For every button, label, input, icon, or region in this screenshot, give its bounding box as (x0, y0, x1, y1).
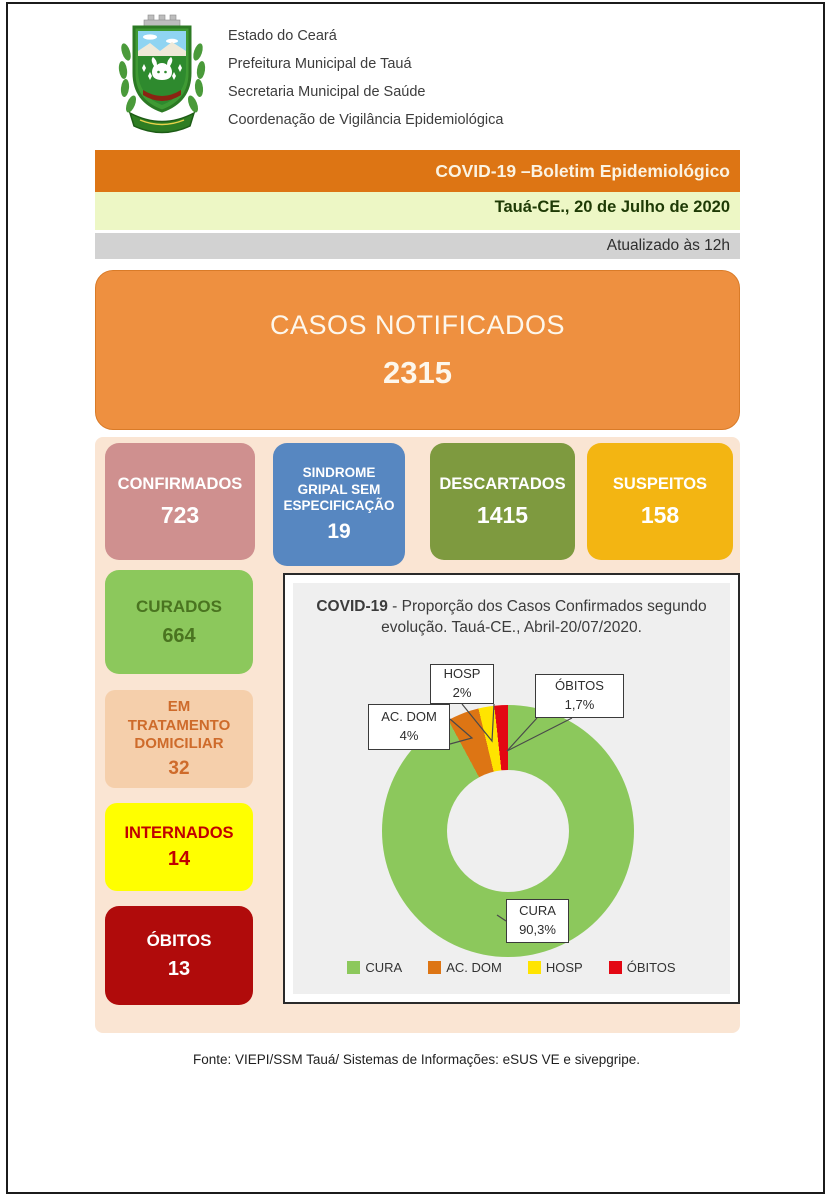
chart-title (313, 597, 710, 639)
card-internados (105, 803, 253, 891)
card-curados-label: CURADOS (136, 597, 222, 617)
org-line-state: Estado do Ceará (228, 28, 337, 44)
card-internados-value: 14 (167, 847, 191, 870)
org-line-prefeitura: Prefeitura Municipal de Tauá (228, 56, 412, 72)
legend-label-obitos: ÓBITOS (626, 960, 676, 975)
notified-cases-box (95, 270, 740, 430)
card-suspeitos-label: SUSPEITOS (612, 475, 708, 494)
org-header (228, 22, 503, 134)
card-curados (105, 570, 253, 674)
callout-hosp-value: 2% (452, 685, 472, 700)
evolution-chart-box (283, 573, 740, 1004)
card-obitos-value: 13 (167, 958, 191, 981)
callout-ac-dom-label: AC. DOM (381, 709, 437, 725)
callout-hosp (430, 664, 494, 704)
callout-obitos-label: ÓBITOS (555, 678, 604, 694)
card-sindrome-gripal-label: SINDROME GRIPAL SEM ESPECIFICAÇÃO (283, 464, 395, 514)
legend-swatch-hosp (528, 961, 541, 974)
card-obitos (105, 906, 253, 1005)
chart-title-rest: - Proporção dos Casos Confirmados segundo evolução. Tauá-CE., Abril-20/07/2020. (381, 598, 707, 636)
card-em-tratamento-domiciliar-value: 32 (168, 758, 190, 780)
donut-hole (447, 770, 569, 892)
crest-icon (110, 14, 214, 136)
callout-ac-dom (368, 704, 450, 750)
notified-cases-label: CASOS NOTIFICADOS (269, 309, 566, 340)
notified-cases-value: 2315 (383, 354, 452, 390)
footer-source: Fonte: VIEPI/SSM Tauá/ Sistemas de Informações: eSUS VE e sivepgripe. (193, 1052, 640, 1067)
callout-cura-value: 90,3% (519, 922, 556, 937)
legend-swatch-obitos (609, 961, 622, 974)
municipal-crest-logo (110, 14, 214, 141)
card-suspeitos (587, 443, 733, 560)
card-descartados (430, 443, 575, 560)
callout-cura (506, 899, 569, 943)
org-line-secretaria: Secretaria Municipal de Saúde (228, 84, 426, 100)
card-descartados-label: DESCARTADOS (439, 475, 566, 494)
callout-obitos-value: 1,7% (564, 697, 595, 712)
card-em-tratamento-domiciliar-label: EM TRATAMENTO DOMICILIAR (127, 697, 231, 753)
card-confirmados (105, 443, 255, 560)
chart-legend (293, 960, 730, 975)
bulletin-title-bar: COVID-19 –Boletim Epidemiológico (95, 150, 740, 192)
callout-ac-dom-value: 4% (399, 728, 419, 743)
card-confirmados-label: CONFIRMADOS (117, 475, 243, 494)
chart-plot-area (293, 583, 730, 994)
callout-obitos (535, 674, 624, 718)
legend-label-hosp: HOSP (545, 960, 583, 975)
legend-item-cura (347, 960, 402, 975)
bulletin-updated-bar: Atualizado às 12h (95, 233, 740, 259)
legend-item-hosp (528, 960, 583, 975)
card-em-tratamento-domiciliar (105, 690, 253, 788)
card-internados-label: INTERNADOS (124, 824, 234, 843)
legend-item-ac-dom (428, 960, 502, 975)
card-confirmados-value: 723 (160, 501, 200, 528)
card-descartados-value: 1415 (476, 501, 529, 528)
legend-item-obitos (609, 960, 676, 975)
callout-cura-label: CURA (519, 903, 556, 919)
card-suspeitos-value: 158 (640, 501, 680, 528)
card-obitos-label: ÓBITOS (146, 930, 212, 950)
card-sindrome-gripal (273, 443, 405, 566)
card-curados-value: 664 (162, 624, 196, 647)
legend-label-cura: CURA (365, 960, 403, 975)
legend-swatch-ac-dom (428, 961, 441, 974)
legend-label-ac-dom: AC. DOM (446, 960, 502, 975)
callout-hosp-label: HOSP (443, 666, 481, 682)
bulletin-date-bar: Tauá-CE., 20 de Julho de 2020 (95, 192, 740, 230)
summary-panel (95, 437, 740, 1033)
chart-title-bold: COVID-19 (316, 598, 388, 615)
card-sindrome-gripal-value: 19 (327, 520, 351, 544)
legend-swatch-cura (347, 961, 360, 974)
org-line-coordenacao: Coordenação de Vigilância Epidemiológica (228, 112, 504, 128)
